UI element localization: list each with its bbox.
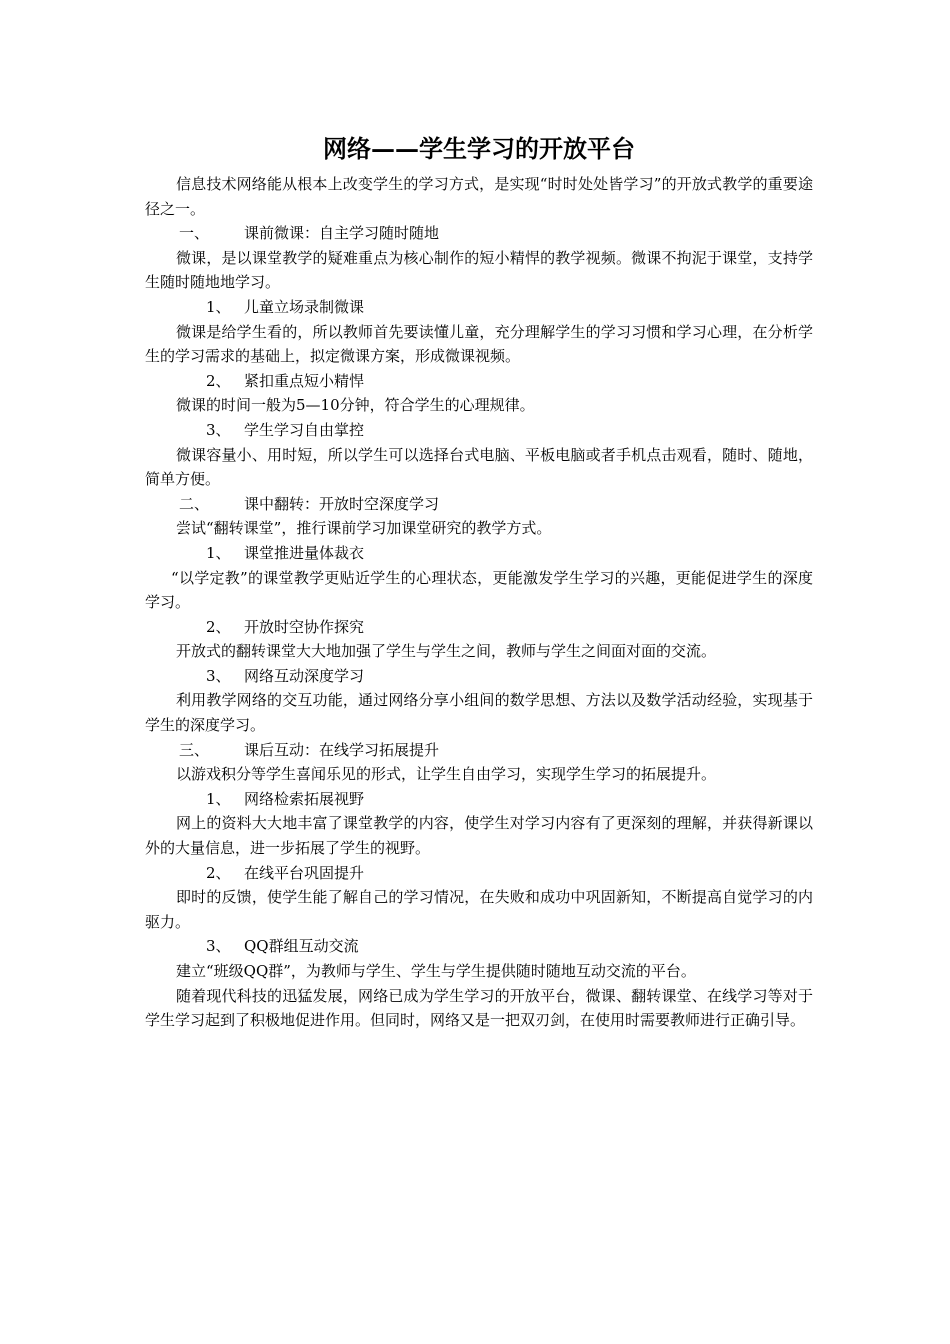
subsection-number: 2、	[206, 863, 231, 882]
subsection-body: 微课的时间一般为5—10分钟，符合学生的心理规律。	[176, 396, 535, 415]
subsection-body: “以学定教”的课堂教学更贴近学生的心理状态，更能激发学生学习的兴趣，更能促进学生的深度学习。	[145, 568, 813, 612]
section-heading-3	[145, 738, 813, 763]
subsection-body: 建立“班级QQ群”，为教师与学生、学生与学生提供随时随地互动交流的平台。	[176, 962, 696, 980]
subsection-heading	[145, 418, 813, 443]
subsection-title: 学生学习自由掌控	[244, 420, 365, 439]
section-number: 二、	[179, 494, 210, 513]
subsection-number: 3、	[206, 666, 231, 685]
subsection-number: 1、	[206, 789, 231, 808]
subsection-heading	[145, 664, 813, 689]
subsection-heading	[145, 787, 813, 812]
subsection-number: 3、	[206, 937, 231, 956]
subsection-body: 开放式的翻转课堂大大地加强了学生与学生之间，教师与学生之间面对面的交流。	[176, 642, 717, 661]
section-description: 尝试“翻转课堂”，推行课前学习加课堂研究的教学方式。	[176, 519, 552, 538]
section-title: 课前微课：自主学习随时随地	[244, 224, 440, 243]
subsection-number: 2、	[206, 371, 231, 390]
subsection-title: 紧扣重点短小精悍	[244, 371, 365, 390]
section-heading-1	[145, 221, 813, 246]
subsection-title: QQ群组互动交流	[244, 937, 359, 956]
subsection-heading	[145, 295, 813, 320]
subsection-title: 课堂推进量体裁衣	[244, 543, 365, 562]
subsection-heading	[145, 369, 813, 394]
subsection-title: 网络互动深度学习	[244, 666, 365, 685]
subsection-number: 1、	[206, 543, 231, 562]
section-number: 一、	[179, 224, 210, 243]
subsection-body: 利用教学网络的交互功能，通过网络分享小组间的数学思想、方法以及数学活动经验，实现基于学生的深度学习。	[145, 691, 813, 735]
document-title: 网络——学生学习的开放平台	[323, 134, 635, 163]
subsection-number: 3、	[206, 420, 231, 439]
intro-paragraph: 信息技术网络能从根本上改变学生的学习方式，是实现“时时处处皆学习”的开放式教学的重要途径之一。	[145, 175, 813, 218]
subsection-title: 儿童立场录制微课	[244, 297, 365, 316]
subsection-body: 微课是给学生看的，所以教师首先要读懂儿童，充分理解学生的学习习惯和学习心理，在分析学生的学习需求的基础上，拟定微课方案，形成微课视频。	[145, 322, 813, 366]
subsection-number: 2、	[206, 617, 231, 636]
subsection-heading	[145, 861, 813, 886]
subsection-body: 即时的反馈，使学生能了解自己的学习情况，在失败和成功中巩固新知，不断提高自觉学习的内驱力。	[145, 888, 813, 931]
section-title: 课后互动：在线学习拓展提升	[244, 740, 440, 759]
section-description: 以游戏积分等学生喜闻乐见的形式，让学生自由学习，实现学生学习的拓展提升。	[176, 765, 717, 784]
section-description: 微课，是以课堂教学的疑难重点为核心制作的短小精悍的教学视频。微课不拘泥于课堂，支持学生随时随地地学习。	[145, 248, 813, 292]
subsection-heading	[145, 541, 813, 566]
subsection-body: 微课容量小、用时短，所以学生可以选择台式电脑、平板电脑或者手机点击观看，随时、随地，简单方便。	[145, 445, 813, 489]
subsection-number: 1、	[206, 297, 231, 316]
conclusion-paragraph: 随着现代科技的迅猛发展，网络已成为学生学习的开放平台，微课、翻转课堂、在线学习等对于学生学习起到了积极地促进作用。但同时，网络又是一把双刃剑，在使用时需要教师进行正确引导。	[145, 986, 813, 1030]
section-number: 三、	[179, 740, 210, 759]
section-title: 课中翻转：开放时空深度学习	[244, 494, 440, 513]
subsection-heading	[145, 934, 813, 959]
document-page	[145, 132, 813, 1033]
subsection-body: 网上的资料大大地丰富了课堂教学的内容，使学生对学习内容有了更深刻的理解，并获得新课以外的大量信息，进一步拓展了学生的视野。	[145, 814, 813, 858]
subsection-title: 网络检索拓展视野	[244, 789, 365, 808]
subsection-title: 开放时空协作探究	[244, 617, 365, 636]
subsection-heading	[145, 615, 813, 640]
section-heading-2	[145, 492, 813, 517]
subsection-title: 在线平台巩固提升	[244, 863, 365, 882]
